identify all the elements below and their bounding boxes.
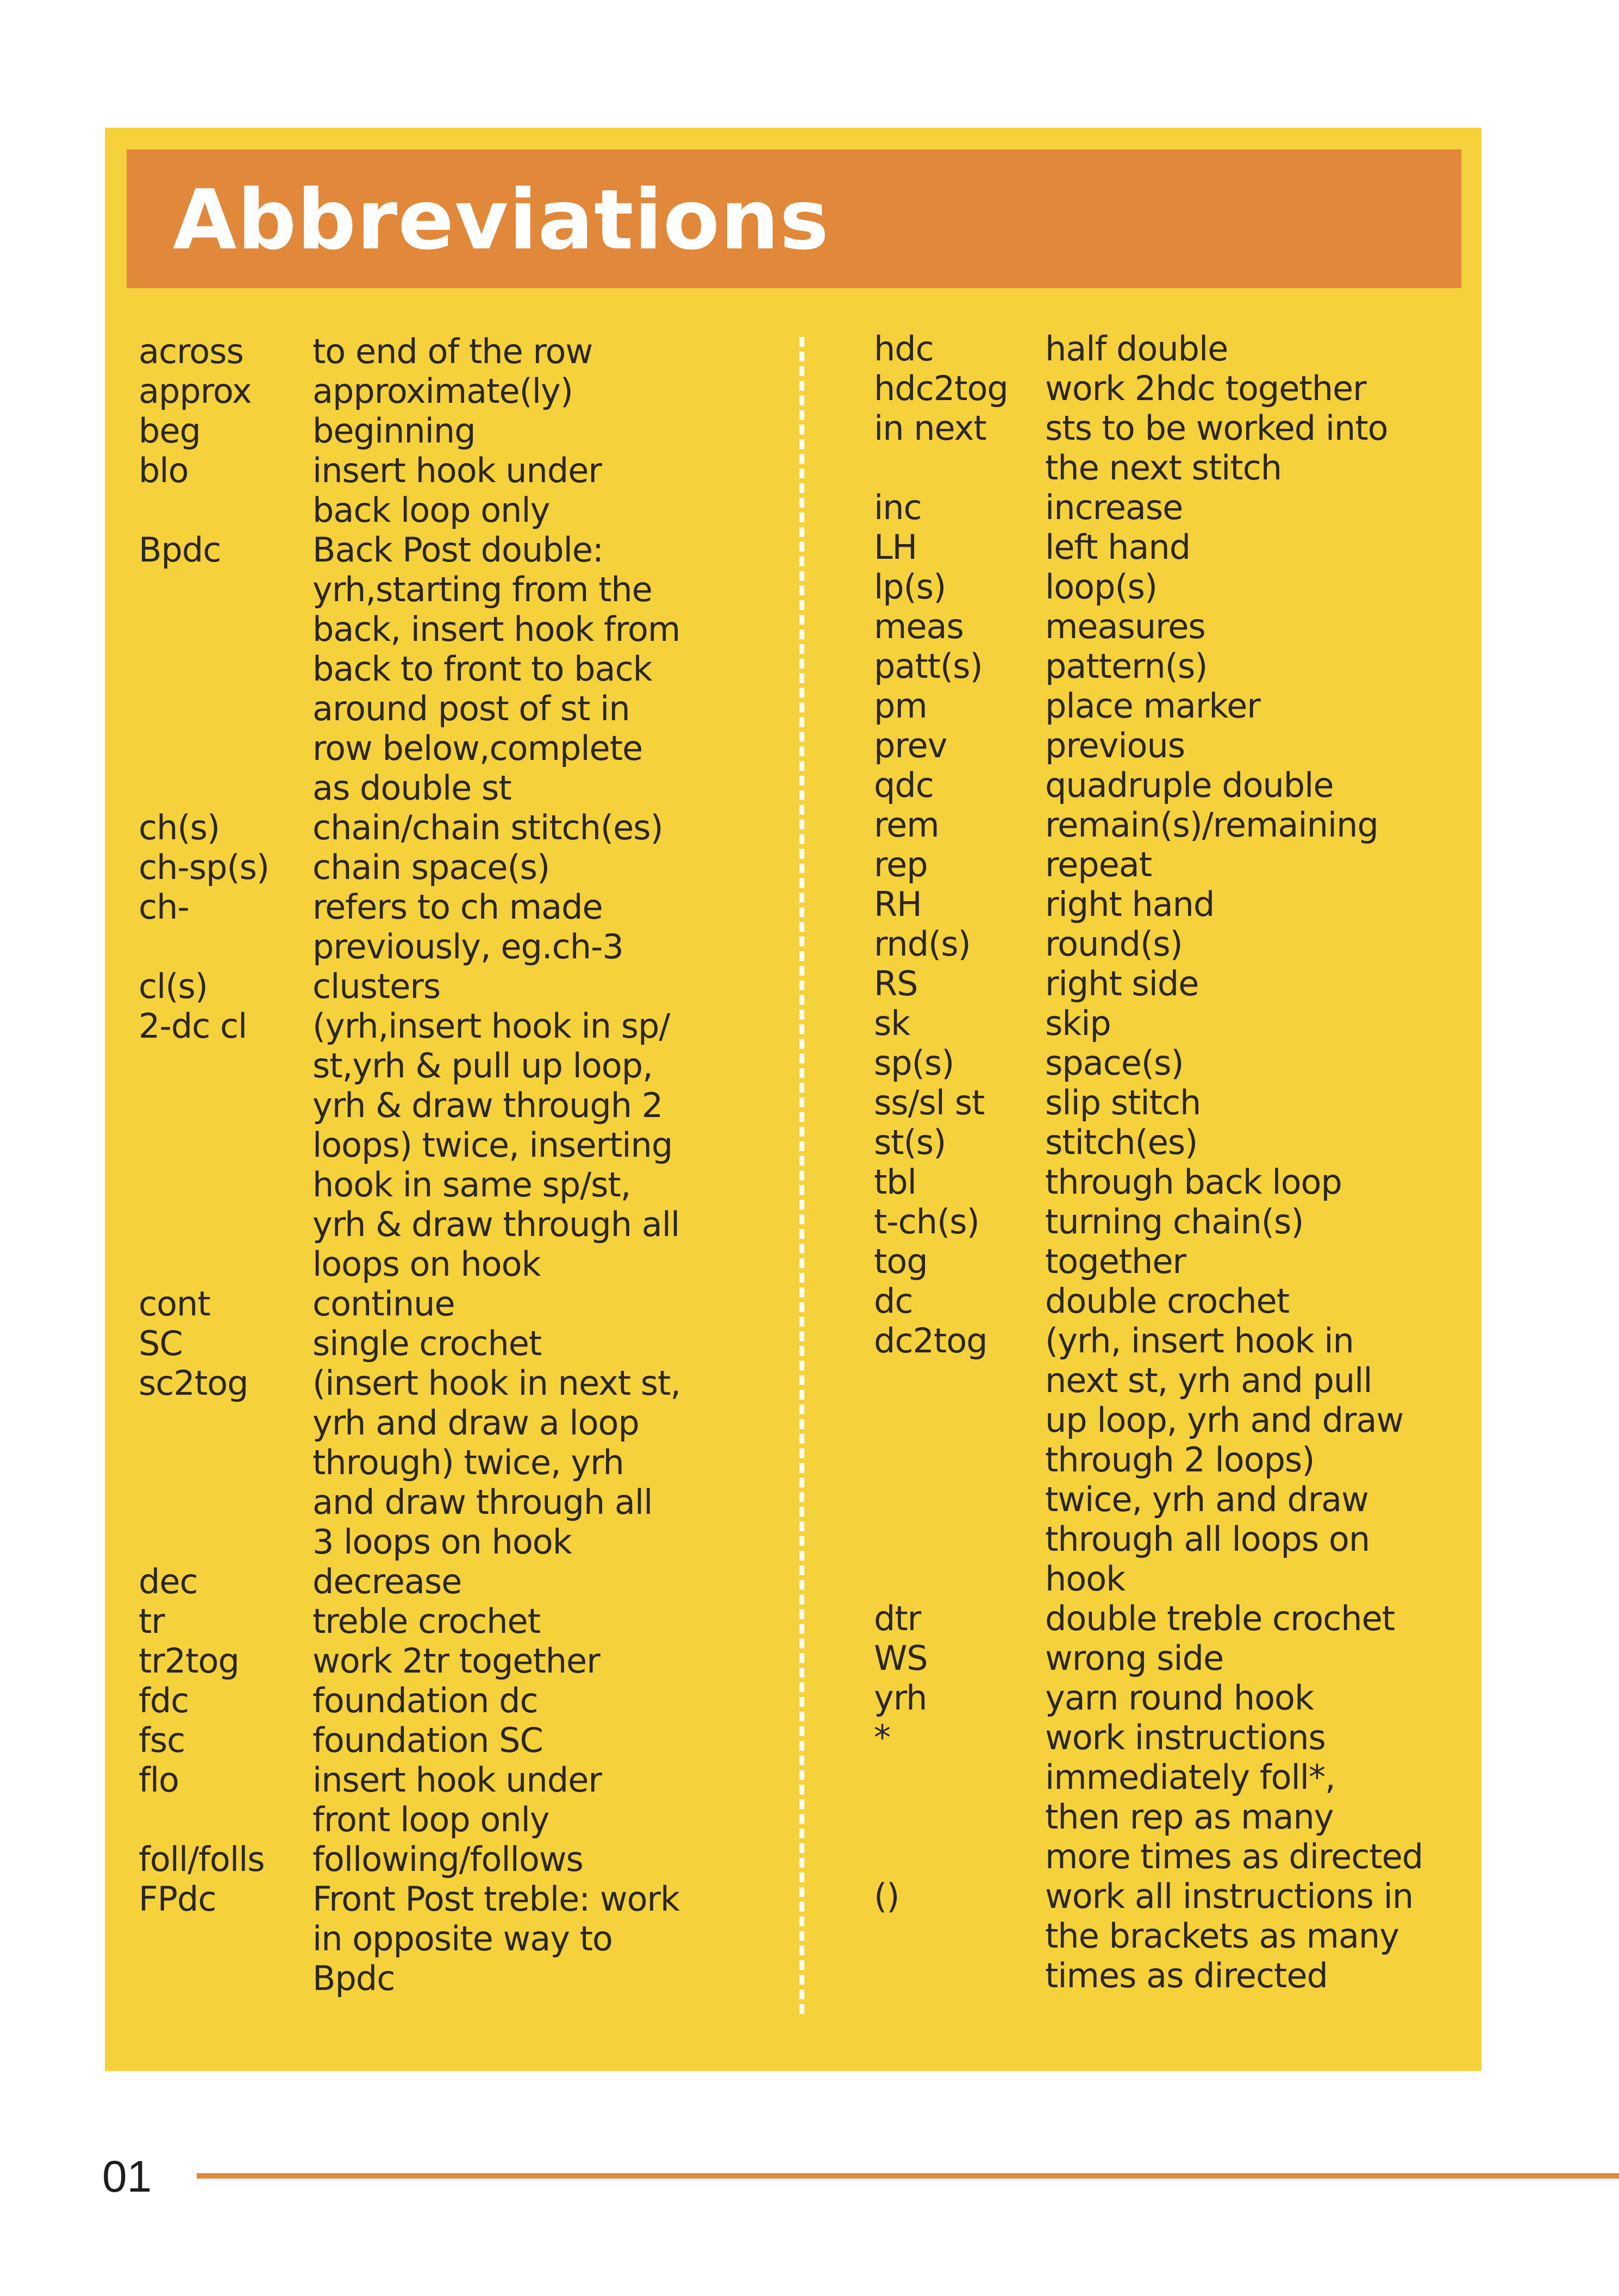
abbreviation-definition: work all instructions in the brackets as many times as directed [1045, 1876, 1414, 1995]
abbreviation-term: ch- [139, 887, 189, 927]
abbreviation-entry [139, 1006, 764, 1284]
abbreviation-entry [874, 884, 1477, 924]
abbreviation-entry [874, 1083, 1477, 1122]
abbreviation-definition: right side [1045, 964, 1199, 1003]
title-bar [127, 149, 1461, 288]
abbreviation-entry [874, 1122, 1477, 1162]
abbreviation-definition: stitch(es) [1045, 1122, 1198, 1162]
abbreviation-definition: right hand [1045, 884, 1215, 924]
abbreviation-definition: (insert hook in next st, yrh and draw a loop through) twice, yrh and draw through all 3 loops on hook [312, 1363, 681, 1562]
abbreviation-term: dec [139, 1562, 198, 1601]
abbreviation-definition: increase [1045, 488, 1183, 527]
abbreviation-term: tr [139, 1601, 165, 1641]
abbreviation-term: dc2tog [874, 1321, 987, 1361]
abbreviation-entry [139, 332, 764, 371]
abbreviation-entry [874, 488, 1477, 527]
abbreviation-term: cl(s) [139, 966, 208, 1006]
abbreviation-entry [874, 607, 1477, 646]
abbreviation-definition: chain/chain stitch(es) [312, 808, 663, 847]
abbreviation-definition: Front Post treble: work in opposite way to Bpdc [312, 1879, 679, 1998]
abbreviation-term: WS [874, 1638, 928, 1678]
abbreviation-entry [874, 924, 1477, 964]
abbreviation-entry [874, 964, 1477, 1003]
abbreviation-definition: continue [312, 1284, 455, 1324]
abbreviation-definition: following/follows [312, 1839, 583, 1879]
abbreviation-entry [139, 1284, 764, 1324]
abbreviation-definition: foundation SC [312, 1720, 543, 1760]
abbreviation-term: Bpdc [139, 530, 221, 570]
abbreviation-definition: chain space(s) [312, 847, 550, 887]
abbreviation-term: fsc [139, 1720, 185, 1760]
abbreviation-term: across [139, 332, 243, 371]
abbreviation-term: ch(s) [139, 808, 220, 847]
abbreviation-definition: loop(s) [1045, 567, 1158, 607]
abbreviation-term: () [874, 1876, 899, 1916]
abbreviation-entry [139, 451, 764, 530]
abbreviation-entry [139, 371, 764, 411]
abbreviation-definition: pattern(s) [1045, 646, 1208, 686]
abbreviation-entry [874, 1281, 1477, 1321]
page-number: 01 [102, 2152, 152, 2201]
abbreviations-panel [105, 128, 1482, 2071]
abbreviation-entry [139, 411, 764, 451]
abbreviation-definition: work 2tr together [312, 1641, 600, 1681]
abbreviation-definition: decrease [312, 1562, 462, 1601]
abbreviation-definition: to end of the row [312, 332, 593, 371]
abbreviation-definition: round(s) [1045, 924, 1183, 964]
abbreviation-entry [874, 1043, 1477, 1083]
abbreviation-term: in next [874, 408, 986, 448]
abbreviation-term: rem [874, 805, 939, 845]
abbreviation-term: lp(s) [874, 567, 946, 607]
abbreviation-definition: through back loop [1045, 1162, 1342, 1202]
abbreviation-definition: place marker [1045, 686, 1260, 726]
abbreviation-definition: repeat [1045, 845, 1152, 884]
abbreviation-term: tog [874, 1241, 928, 1281]
abbreviation-term: LH [874, 527, 917, 567]
abbreviation-definition: beginning [312, 411, 476, 451]
abbreviation-definition: insert hook under front loop only [312, 1760, 602, 1839]
abbreviation-term: ss/sl st [874, 1083, 985, 1122]
abbreviation-term: FPdc [139, 1879, 216, 1919]
column-divider [799, 337, 804, 2014]
abbreviation-entry [139, 1324, 764, 1363]
abbreviation-term: cont [139, 1284, 210, 1324]
abbreviation-term: blo [139, 451, 189, 490]
abbreviation-term: dc [874, 1281, 913, 1321]
abbreviation-entry [874, 527, 1477, 567]
abbreviation-entry [139, 1720, 764, 1760]
abbreviation-entry [874, 1876, 1477, 1995]
abbreviation-list-left [139, 332, 764, 1998]
abbreviation-entry [874, 726, 1477, 765]
abbreviation-definition: together [1045, 1241, 1186, 1281]
abbreviation-term: inc [874, 488, 922, 527]
abbreviation-entry [139, 1641, 764, 1681]
abbreviation-term: SC [139, 1324, 183, 1363]
abbreviation-entry [139, 530, 764, 808]
abbreviation-definition: measures [1045, 607, 1205, 646]
abbreviation-entry [874, 369, 1477, 408]
abbreviation-definition: double treble crochet [1045, 1599, 1395, 1638]
abbreviation-term: sp(s) [874, 1043, 954, 1083]
abbreviation-definition: sts to be worked into the next stitch [1045, 408, 1388, 488]
abbreviation-entry [874, 1599, 1477, 1638]
abbreviation-definition: insert hook under back loop only [312, 451, 602, 530]
abbreviation-definition: clusters [312, 966, 441, 1006]
abbreviation-term: RS [874, 964, 918, 1003]
abbreviation-term: approx [139, 371, 252, 411]
abbreviation-definition: previous [1045, 726, 1185, 765]
abbreviation-term: hdc [874, 329, 934, 369]
abbreviation-term: qdc [874, 765, 934, 805]
page-title: Abbreviations [173, 172, 829, 268]
abbreviation-definition: foundation dc [312, 1681, 538, 1720]
abbreviation-term: ch-sp(s) [139, 847, 270, 887]
abbreviation-entry [139, 1562, 764, 1601]
abbreviation-term: sk [874, 1003, 910, 1043]
abbreviation-term: t-ch(s) [874, 1202, 979, 1241]
abbreviation-entry [874, 1638, 1477, 1678]
abbreviation-entry [874, 805, 1477, 845]
abbreviation-definition: double crochet [1045, 1281, 1290, 1321]
abbreviation-term: patt(s) [874, 646, 983, 686]
abbreviation-definition: yarn round hook [1045, 1678, 1314, 1718]
abbreviation-definition: skip [1045, 1003, 1111, 1043]
abbreviation-entry [874, 1718, 1477, 1876]
abbreviation-term: rnd(s) [874, 924, 971, 964]
abbreviation-definition: (yrh, insert hook in next st, yrh and pull up loop, yrh and draw through 2 loops) twice, yrh and draw through all loops on hook [1045, 1321, 1404, 1599]
abbreviation-term: prev [874, 726, 947, 765]
abbreviation-definition: work 2hdc together [1045, 369, 1366, 408]
abbreviation-definition: work instructions immediately foll*, then rep as many more times as directed [1045, 1718, 1423, 1876]
abbreviation-definition: slip stitch [1045, 1083, 1201, 1122]
abbreviation-term: 2-dc cl [139, 1006, 247, 1046]
abbreviation-entry [874, 765, 1477, 805]
abbreviation-entry [139, 1601, 764, 1641]
abbreviation-entry [874, 1003, 1477, 1043]
abbreviation-entry [139, 1839, 764, 1879]
abbreviation-term: sc2tog [139, 1363, 248, 1403]
abbreviation-entry [139, 1879, 764, 1998]
abbreviation-entry [874, 1202, 1477, 1241]
abbreviation-entry [139, 847, 764, 887]
footer-rule [197, 2173, 1619, 2179]
abbreviation-definition: approximate(ly) [312, 371, 573, 411]
abbreviation-entry [874, 1241, 1477, 1281]
abbreviation-definition: half double [1045, 329, 1228, 369]
abbreviation-term: pm [874, 686, 927, 726]
abbreviation-entry [874, 1162, 1477, 1202]
abbreviation-term: tbl [874, 1162, 916, 1202]
abbreviation-definition: left hand [1045, 527, 1191, 567]
abbreviation-definition: space(s) [1045, 1043, 1184, 1083]
abbreviation-entry [874, 686, 1477, 726]
abbreviation-definition: turning chain(s) [1045, 1202, 1304, 1241]
abbreviation-definition: remain(s)/remaining [1045, 805, 1378, 845]
abbreviation-list-right [874, 329, 1477, 1995]
abbreviation-term: foll/folls [139, 1839, 265, 1879]
abbreviation-definition: single crochet [312, 1324, 542, 1363]
abbreviation-entry [874, 329, 1477, 369]
abbreviation-entry [874, 1321, 1477, 1599]
abbreviation-term: dtr [874, 1599, 921, 1638]
abbreviation-term: st(s) [874, 1122, 946, 1162]
abbreviation-entry [139, 1681, 764, 1720]
abbreviation-entry [139, 966, 764, 1006]
abbreviation-term: fdc [139, 1681, 189, 1720]
abbreviation-entry [874, 567, 1477, 607]
abbreviation-definition: (yrh,insert hook in sp/ st,yrh & pull up loop, yrh & draw through 2 loops) twice, inserting hook in same sp/st, yrh & draw through all loops on hook [312, 1006, 680, 1284]
abbreviation-entry [874, 845, 1477, 884]
abbreviation-term: yrh [874, 1678, 927, 1718]
abbreviation-term: RH [874, 884, 922, 924]
abbreviation-entry [139, 808, 764, 847]
abbreviation-term: meas [874, 607, 964, 646]
abbreviation-definition: refers to ch made previously, eg.ch-3 [312, 887, 623, 966]
abbreviation-definition: treble crochet [312, 1601, 541, 1641]
abbreviation-entry [874, 646, 1477, 686]
abbreviation-entry [139, 887, 764, 966]
abbreviation-definition: quadruple double [1045, 765, 1334, 805]
abbreviation-definition: Back Post double: yrh,starting from the back, insert hook from back to front to back around post of st in row below,complete as double st [312, 530, 680, 808]
abbreviation-entry [874, 408, 1477, 488]
abbreviation-entry [874, 1678, 1477, 1718]
abbreviation-term: rep [874, 845, 928, 884]
abbreviation-term: flo [139, 1760, 179, 1800]
abbreviation-term: beg [139, 411, 201, 451]
abbreviation-entry [139, 1363, 764, 1562]
abbreviation-term: * [874, 1718, 890, 1757]
abbreviation-term: tr2tog [139, 1641, 239, 1681]
abbreviation-definition: wrong side [1045, 1638, 1224, 1678]
abbreviation-entry [139, 1760, 764, 1839]
abbreviation-term: hdc2tog [874, 369, 1008, 408]
